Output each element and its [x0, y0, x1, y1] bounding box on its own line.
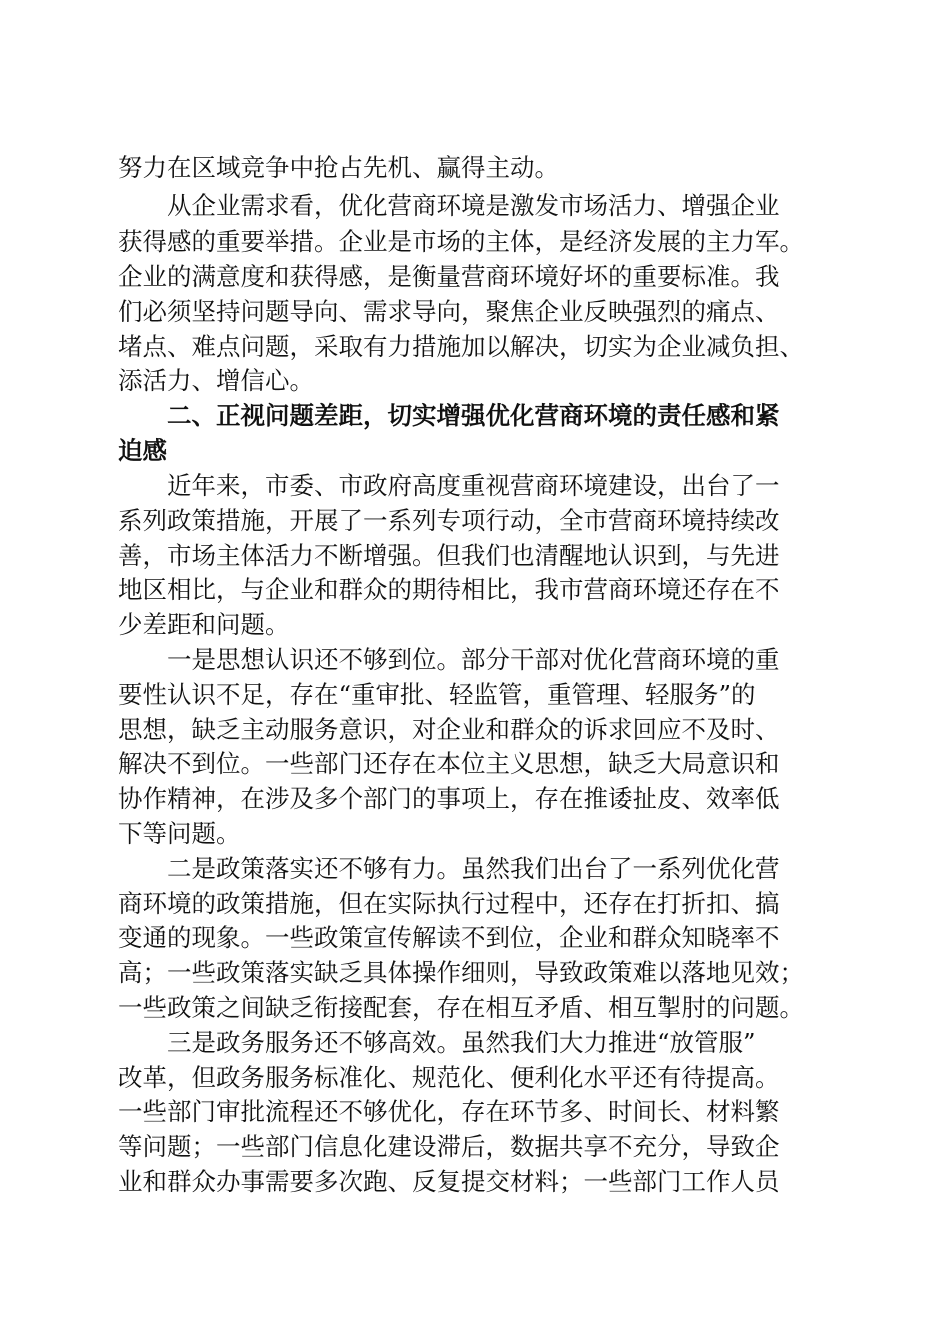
text-line: 企业的满意度和获得感，是衡量营商环境好坏的重要标准。我	[118, 262, 780, 291]
text-line: 等问题；一些部门信息化建设滞后，数据共享不充分，导致企	[118, 1132, 780, 1161]
text-line: 解决不到位。一些部门还存在本位主义思想，缺乏大局意识和	[118, 749, 780, 778]
text-line: 业和群众办事需要多次跑、反复提交材料；一些部门工作人员	[118, 1167, 780, 1196]
text-line: 协作精神，在涉及多个部门的事项上，存在推诿扯皮、效率低	[118, 784, 780, 813]
text-line: 添活力、增信心。	[118, 366, 314, 395]
text-line: 少差距和问题。	[118, 610, 290, 639]
paragraph-first-line: 近年来，市委、市政府高度重视营商环境建设，出台了一	[167, 471, 780, 500]
text-line: 变通的现象。一些政策宣传解读不到位，企业和群众知晓率不	[118, 923, 780, 952]
text-line: 获得感的重要举措。企业是市场的主体，是经济发展的主力军。	[118, 227, 804, 256]
text-line: 努力在区域竞争中抢占先机、赢得主动。	[118, 153, 559, 182]
paragraph-first-line: 三是政务服务还不够高效。虽然我们大力推进“放管服”	[167, 1028, 756, 1057]
section-heading: 二、正视问题差距，切实增强优化营商环境的责任感和紧	[167, 401, 780, 430]
text-line: 商环境的政策措施，但在实际执行过程中，还存在打折扣、搞	[118, 889, 780, 918]
paragraph-first-line: 从企业需求看，优化营商环境是激发市场活力、增强企业	[167, 191, 780, 220]
text-line: 堵点、难点问题，采取有力措施加以解决，切实为企业减负担、	[118, 332, 804, 361]
text-line: 下等问题。	[118, 819, 241, 848]
text-line: 们必须坚持问题导向、需求导向，聚焦企业反映强烈的痛点、	[118, 297, 780, 326]
text-line: 系列政策措施，开展了一系列专项行动，全市营商环境持续改	[118, 506, 780, 535]
text-line: 一些政策之间缺乏衔接配套，存在相互矛盾、相互掣肘的问题。	[118, 993, 804, 1022]
paragraph-first-line: 一是思想认识还不够到位。部分干部对优化营商环境的重	[167, 645, 780, 674]
text-line: 善，市场主体活力不断增强。但我们也清醒地认识到，与先进	[118, 541, 780, 570]
text-line: 一些部门审批流程还不够优化，存在环节多、时间长、材料繁	[118, 1097, 780, 1126]
paragraph-first-line: 二是政策落实还不够有力。虽然我们出台了一系列优化营	[167, 854, 780, 883]
text-line: 地区相比，与企业和群众的期待相比，我市营商环境还存在不	[118, 575, 780, 604]
section-heading-continuation: 迫感	[118, 436, 167, 465]
text-line: 思想，缺乏主动服务意识，对企业和群众的诉求回应不及时、	[118, 715, 780, 744]
text-line: 要性认识不足，存在“重审批、轻监管，重管理、轻服务”的	[118, 680, 756, 709]
text-line: 高；一些政策落实缺乏具体操作细则，导致政策难以落地见效；	[118, 958, 804, 987]
text-line: 改革，但政务服务标准化、规范化、便利化水平还有待提高。	[118, 1063, 780, 1092]
